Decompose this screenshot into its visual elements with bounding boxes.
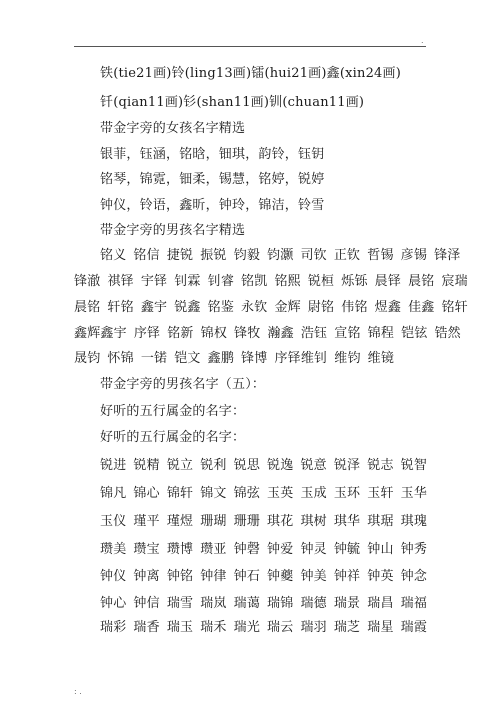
name-word: 钟秀 [400, 542, 428, 557]
name-word: 一锘 [140, 351, 168, 366]
name-row [100, 486, 434, 502]
name-word: 铭鉴 [207, 300, 235, 315]
name-word: 捷锐 [166, 248, 194, 263]
name-word: 琪华 [333, 514, 361, 529]
name-row [74, 326, 468, 342]
name-word: 轩铭 [107, 300, 134, 315]
text-line: 银菲，钰涵，铭晗，钿琪，韵铃，钰钥 [100, 147, 325, 162]
name-word: 玉轩 [367, 486, 394, 501]
name-word: 瑞芝 [333, 620, 361, 635]
name-word: 宣铭 [334, 326, 361, 341]
name-word: 锐意 [300, 458, 327, 473]
name-row [100, 620, 434, 636]
name-word: 琪花 [267, 514, 294, 529]
name-word: 瓒美 [100, 542, 127, 557]
name-word: 鑫鹏 [207, 351, 235, 366]
name-word: 钟心 [100, 596, 127, 611]
name-word: 宇铎 [140, 274, 168, 289]
name-word: 瑞福 [400, 596, 428, 611]
name-word: 锦心 [133, 486, 160, 501]
name-word: 锋泽 [434, 248, 461, 263]
name-row [100, 542, 434, 558]
name-word: 晨铭 [408, 274, 435, 289]
name-row [100, 569, 434, 585]
header-mark: . [421, 36, 424, 45]
name-word: 维钧 [334, 351, 361, 366]
name-word: 瑞光 [233, 620, 261, 635]
name-word: 钟夔 [267, 569, 294, 584]
name-word: 瑞霞 [400, 620, 428, 635]
name-word: 金辉 [274, 300, 301, 315]
name-word: 鑫辉鑫宇 [74, 326, 127, 341]
name-word: 煜鑫 [374, 300, 402, 315]
name-word: 钧灏 [267, 248, 294, 263]
name-row [100, 248, 467, 264]
name-word: 烁铄 [341, 274, 368, 289]
name-word: 锦程 [367, 326, 395, 341]
name-word: 晨铎 [374, 274, 402, 289]
name-word: 晟钧 [74, 351, 101, 366]
name-word: 瀚鑫 [267, 326, 294, 341]
name-word: 铭凯 [241, 274, 268, 289]
name-word: 瑞云 [267, 620, 294, 635]
section-heading: 好听的五行属金的名字： [100, 404, 246, 419]
name-word: 钟石 [233, 569, 261, 584]
name-word: 永钦 [241, 300, 268, 315]
name-word: 锐鑫 [174, 300, 201, 315]
name-word: 锐泽 [333, 458, 361, 473]
name-word: 锐思 [233, 458, 261, 473]
name-row [74, 300, 475, 316]
name-word: 尉铭 [307, 300, 335, 315]
section-heading: 带金字旁的女孩名字精选 [100, 121, 246, 136]
name-word: 铭新 [167, 326, 194, 341]
name-row [100, 514, 434, 530]
name-word: 瑞雪 [166, 596, 194, 611]
name-word: 伟铭 [341, 300, 368, 315]
name-row [74, 274, 475, 290]
name-word: 钊睿 [207, 274, 235, 289]
name-word: 钟山 [367, 542, 394, 557]
name-word: 宸瑞 [441, 274, 468, 289]
name-word: 鑫宇 [140, 300, 168, 315]
name-word: 铭熙 [274, 274, 301, 289]
name-word: 钟离 [133, 569, 160, 584]
name-word: 钟英 [367, 569, 394, 584]
name-word: 锆然 [434, 326, 461, 341]
name-word: 铭义 [100, 248, 127, 263]
name-word: 铠文 [174, 351, 201, 366]
name-word: 锋博 [241, 351, 268, 366]
name-word: 正钦 [333, 248, 361, 263]
name-word: 晨铭 [74, 300, 101, 315]
text-line: 铭琴，锦霓，钿柔，锡慧，铭婷，锐婷 [100, 172, 325, 187]
name-word: 瑞昌 [367, 596, 394, 611]
name-word: 瓒亚 [200, 542, 227, 557]
name-word: 序铎维钊 [274, 351, 328, 366]
name-word: 维镜 [367, 351, 395, 366]
name-word: 钟磬 [233, 542, 261, 557]
name-word: 锦轩 [166, 486, 194, 501]
name-word: 琪瑰 [400, 514, 428, 529]
name-word: 铠铉 [401, 326, 428, 341]
name-word: 珊瑚 [200, 514, 227, 529]
name-word: 玉华 [400, 486, 428, 501]
name-word: 钟律 [200, 569, 227, 584]
name-word: 钟美 [300, 569, 327, 584]
name-word: 瓒博 [166, 542, 194, 557]
name-word: 铭轩 [441, 300, 468, 315]
name-word: 锋澈 [74, 274, 101, 289]
name-word: 锦权 [200, 326, 228, 341]
name-word: 琪树 [300, 514, 327, 529]
name-word: 瑞彩 [100, 620, 127, 635]
text-line: 钟仪，铃语，鑫昕，钟玲，锦洁，铃雪 [100, 198, 325, 213]
section-heading: 带金字旁的男孩名字（五）： [100, 377, 266, 392]
name-word: 玉环 [333, 486, 361, 501]
name-row [100, 596, 434, 612]
name-word: 瓒宝 [133, 542, 160, 557]
name-word: 钊霖 [174, 274, 201, 289]
name-word: 锐逸 [267, 458, 294, 473]
name-word: 锐智 [400, 458, 428, 473]
header-rule [74, 46, 426, 47]
name-word: 序铎 [133, 326, 161, 341]
name-word: 铭信 [133, 248, 160, 263]
name-word: 锐立 [166, 458, 194, 473]
name-word: 钟毓 [333, 542, 361, 557]
name-word: 钧毅 [233, 248, 261, 263]
name-row [100, 458, 434, 474]
name-word: 锦凡 [100, 486, 127, 501]
section-heading: 好听的五行属金的名字： [100, 430, 246, 445]
name-word: 琪琚 [367, 514, 394, 529]
name-word: 振锐 [200, 248, 227, 263]
name-word: 锐志 [367, 458, 394, 473]
name-word: 彦锡 [400, 248, 428, 263]
name-word: 锐精 [133, 458, 160, 473]
name-word: 瑞景 [333, 596, 361, 611]
name-word: 钟灵 [300, 542, 327, 557]
name-row [74, 351, 401, 367]
name-word: 瑞蔼 [233, 596, 261, 611]
name-word: 玉仪 [100, 514, 127, 529]
name-word: 钟铭 [166, 569, 194, 584]
name-word: 瑾平 [133, 514, 160, 529]
name-word: 钟念 [400, 569, 428, 584]
name-word: 瑞羽 [300, 620, 327, 635]
section-heading: 带金字旁的男孩名字精选 [100, 223, 246, 238]
name-word: 钟爱 [267, 542, 294, 557]
name-word: 佳鑫 [408, 300, 435, 315]
name-word: 钟信 [133, 596, 160, 611]
name-word: 锐利 [200, 458, 227, 473]
name-word: 哲锡 [367, 248, 394, 263]
name-word: 锋牧 [234, 326, 261, 341]
name-word: 祺铎 [107, 274, 134, 289]
name-word: 瑞星 [367, 620, 394, 635]
name-word: 司钦 [300, 248, 327, 263]
name-word: 锦文 [200, 486, 227, 501]
name-word: 瑞禾 [200, 620, 227, 635]
text-line: 钎(qian11画)钐(shan11画)钏(chuan11画) [100, 95, 365, 110]
name-word: 锐进 [100, 458, 127, 473]
name-word: 瑾煜 [166, 514, 194, 529]
text-line: 铁(tie21画)铃(ling13画)镭(hui21画)鑫(xin24画) [100, 66, 401, 81]
name-word: 瑞香 [133, 620, 160, 635]
name-word: 瑞玉 [166, 620, 194, 635]
name-word: 玉英 [267, 486, 294, 501]
name-word: 锐桓 [307, 274, 335, 289]
name-word: 瑞德 [300, 596, 327, 611]
name-word: 瑞岚 [200, 596, 227, 611]
name-word: 浩钰 [300, 326, 328, 341]
name-word: 珊珊 [233, 514, 261, 529]
name-word: 钟仪 [100, 569, 127, 584]
name-word: 钟祥 [333, 569, 361, 584]
name-word: 怀锦 [107, 351, 134, 366]
footer-mark: : . [74, 687, 82, 696]
name-word: 瑞锦 [267, 596, 294, 611]
name-word: 锦弦 [233, 486, 261, 501]
name-word: 玉成 [300, 486, 327, 501]
